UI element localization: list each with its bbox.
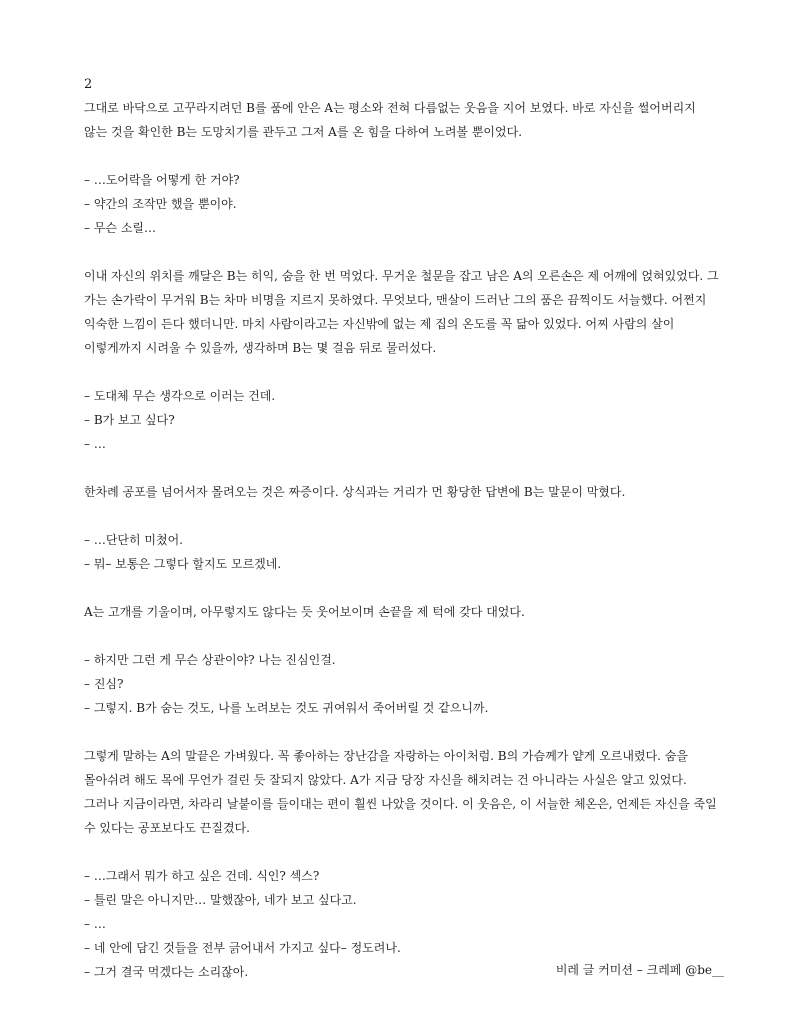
- text-line: 수 있다는 공포보다도 끈질겼다.: [84, 821, 250, 835]
- narration-paragraph: [84, 480, 724, 504]
- dialogue-line: – 무슨 소릴…: [84, 221, 156, 235]
- dialogue-line: – …그래서 뭐가 하고 싶은 건데. 식인? 섹스?: [84, 869, 320, 883]
- dialogue-block: [84, 168, 724, 240]
- dialogue-line: – 뭐– 보통은 그렇다 할지도 모르겠네.: [84, 557, 282, 571]
- text-line: 이렇게까지 시려울 수 있을까, 생각하며 B는 몇 걸음 뒤로 물러섰다.: [84, 341, 437, 355]
- dialogue-line: – 도대체 무슨 생각으로 이러는 건데.: [84, 389, 276, 403]
- dialogue-line: – 네 안에 담긴 것들을 전부 긁어내서 가지고 싶다– 정도려나.: [84, 941, 401, 955]
- dialogue-line: – 틀린 말은 아니지만… 말했잖아, 네가 보고 싶다고.: [84, 893, 357, 907]
- dialogue-line: – …: [84, 917, 106, 931]
- text-line: A는 고개를 기울이며, 아무렇지도 않다는 듯 웃어보이며 손끝을 제 턱에 갖다 대었다.: [84, 605, 525, 619]
- text-line: 않는 것을 확인한 B는 도망치기를 관두고 그저 A를 온 힘을 다하여 노려볼 뿐이었다.: [84, 125, 523, 139]
- dialogue-block: [84, 528, 724, 576]
- narration-paragraph: [84, 264, 724, 360]
- dialogue-line: – …: [84, 437, 106, 451]
- text-line: 그대로 바닥으로 고꾸라지려던 B를 품에 안은 A는 평소와 전혀 다름없는 웃음을 지어 보였다. 바로 자신을 썰어버리지: [84, 101, 696, 115]
- dialogue-line: – B가 보고 싶다?: [84, 413, 175, 427]
- text-line: 가는 손가락이 무거워 B는 차마 비명을 지르지 못하였다. 무엇보다, 맨살이 드러난 그의 품은 끔찍이도 서늘했다. 어쩐지: [84, 293, 707, 307]
- text-line: 이내 자신의 위치를 깨달은 B는 히익, 숨을 한 번 먹었다. 무거운 철문을 잡고 남은 A의 오른손은 제 어깨에 얹혀있었다. 그: [84, 269, 719, 283]
- footer-credit: 비레 글 커미션 – 크레페 @be__: [555, 963, 724, 977]
- dialogue-line: – 하지만 그런 게 무슨 상관이야? 나는 진심인걸.: [84, 653, 336, 667]
- dialogue-block: [84, 648, 724, 720]
- text-line: 몰아쉬려 해도 목에 무언가 걸린 듯 잘되지 않았다. A가 지금 당장 자신을 해치려는 건 아니라는 사실은 알고 있었다.: [84, 773, 687, 787]
- dialogue-block: [84, 384, 724, 456]
- narration-paragraph: [84, 744, 724, 840]
- dialogue-line: – …단단히 미쳤어.: [84, 533, 183, 547]
- dialogue-line: – 진심?: [84, 677, 124, 691]
- narration-paragraph: [84, 600, 724, 624]
- text-line: 한차례 공포를 넘어서자 몰려오는 것은 짜증이다. 상식과는 거리가 먼 황당한 답변에 B는 말문이 막혔다.: [84, 485, 626, 499]
- narration-paragraph: [84, 96, 724, 144]
- text-line: 그러나 지금이라면, 차라리 날붙이를 들이대는 편이 훨씬 나았을 것이다. 이 웃음은, 이 서늘한 체온은, 언제든 자신을 죽일: [84, 797, 717, 811]
- text-line: 익숙한 느낌이 든다 했더니만. 마치 사람이라고는 자신밖에 없는 제 집의 온도를 꼭 닮아 있었다. 어찌 사람의 살이: [84, 317, 675, 331]
- dialogue-line: – 그렇지. B가 숨는 것도, 나를 노려보는 것도 귀여워서 죽어버릴 것 같으니까.: [84, 701, 489, 715]
- dialogue-line: – 약간의 조작만 했을 뿐이야.: [84, 197, 237, 211]
- page-number: 2: [84, 77, 93, 92]
- dialogue-line: – 그거 결국 먹겠다는 소리잖아.: [84, 965, 249, 979]
- story-body: [84, 96, 724, 984]
- dialogue-line: – …도어락을 어떻게 한 거야?: [84, 173, 240, 187]
- text-line: 그렇게 말하는 A의 말끝은 가벼웠다. 꼭 좋아하는 장난감을 자랑하는 아이처럼. B의 가슴께가 얕게 오르내렸다. 숨을: [84, 749, 688, 763]
